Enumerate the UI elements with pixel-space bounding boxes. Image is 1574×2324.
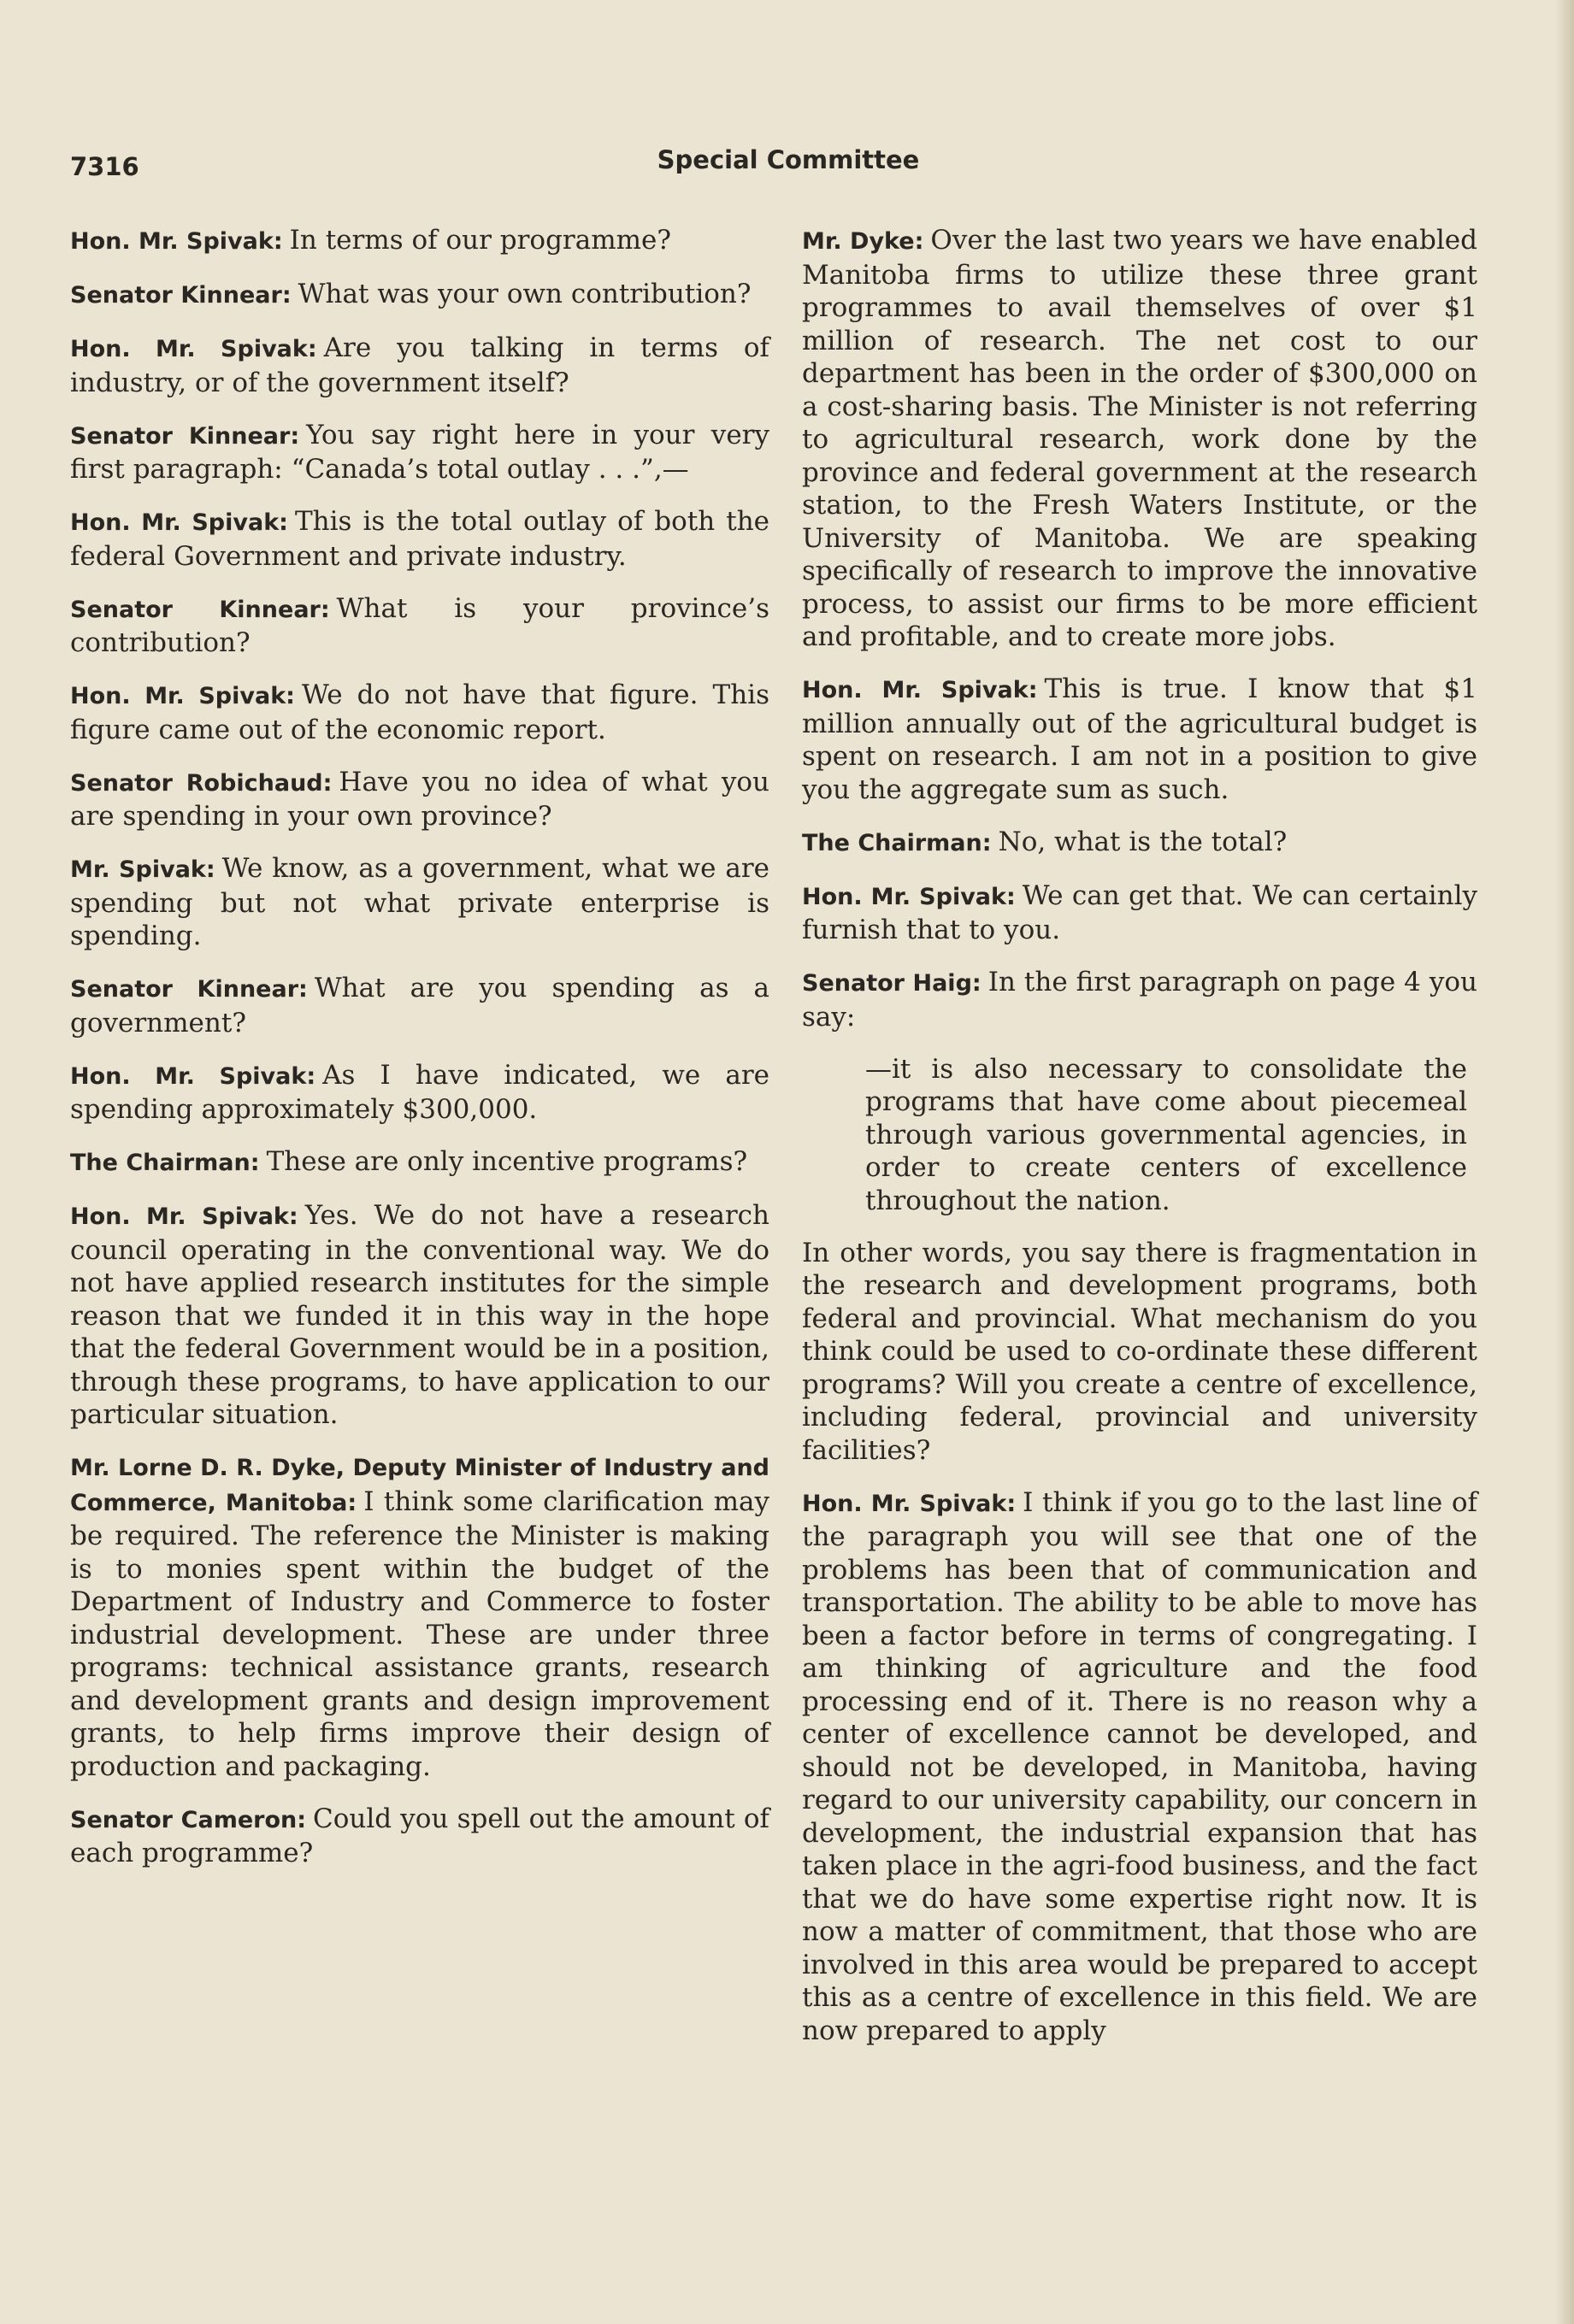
speech-paragraph (70, 224, 769, 259)
speech-paragraph (70, 419, 769, 486)
speaker-name: Senator Kinnear: (70, 282, 292, 309)
speech-text: In other words, you say there is fragmentation in the research and development programs, both federal and provincial. What mechanism do you think could be used to co-ordinate these different programs? Will you create a centre of excellence, including federal, provincial and university facilities? (802, 1237, 1477, 1466)
speech-paragraph (70, 1803, 769, 1870)
speaker-name: Senator Kinnear: (70, 422, 300, 450)
speaker-name: Senator Haig: (802, 970, 982, 997)
speech-text: We can get that. We can certainly furnish that to you. (802, 880, 1477, 945)
speech-text: I think some clarification may be required. The reference the Minister is making is to monies spent within the budget of the Department of Industry and Commerce to foster industrial development. These are under three programs: technical assistance grants, research and development grants and design improvement grants, to help firms improve their design of production and packaging. (70, 1486, 769, 1782)
speech-text: In terms of our programme? (289, 225, 671, 256)
speech-text: In the first paragraph on page 4 you say: (802, 967, 1477, 1033)
running-title: Special Committee (657, 145, 920, 174)
block-quote (802, 1053, 1477, 1218)
speech-text: We know, as a government, what we are spending but not what private enterprise is spending. (70, 853, 769, 951)
speech-paragraph (70, 1199, 769, 1432)
speaker-name: The Chairman: (802, 829, 992, 856)
page-number: 7316 (70, 152, 139, 181)
speaker-name: Senator Robichaud: (70, 769, 333, 797)
speaker-name: Hon. Mr. Spivak: (802, 1490, 1017, 1517)
speech-paragraph (802, 826, 1477, 861)
speech-paragraph (802, 966, 1477, 1033)
speech-paragraph (70, 852, 769, 953)
speech-text: This is true. I know that $1 million annually out of the agricultural budget is spent on research. I am not in a position to give you the aggregate sum as such. (802, 674, 1477, 805)
speech-text: Could you spell out the amount of each programme? (70, 1803, 769, 1868)
speech-paragraph (70, 1450, 769, 1783)
speech-paragraph (802, 673, 1477, 806)
speech-paragraph (70, 679, 769, 746)
speech-paragraph (802, 224, 1477, 654)
speaker-name: Hon. Mr. Spivak: (70, 1062, 316, 1090)
speech-text: What is your province’s contribution? (70, 592, 769, 658)
speaker-name: Hon. Mr. Spivak: (70, 228, 283, 255)
right-column (802, 224, 1477, 2067)
speech-paragraph (802, 880, 1477, 947)
speech-text: Are you talking in terms of industry, or of the government itself? (70, 332, 769, 398)
speech-paragraph (802, 1486, 1477, 2048)
speech-paragraph (70, 332, 769, 399)
speech-paragraph (70, 278, 769, 313)
speech-text: You say right here in your very first paragraph: “Canada’s total outlay . . .”,— (70, 419, 769, 485)
speech-text: What are you spending as a government? (70, 973, 769, 1038)
speaker-name: Mr. Spivak: (70, 856, 215, 883)
speaker-name: The Chairman: (70, 1150, 260, 1176)
speech-text: Yes. We do not have a research council operating in the conventional way. We do not have applied research institutes for the simple reason that we funded it in this way in the hope that the federal Government would be in a position, through these programs, to have application to our particular situation. (70, 1200, 769, 1430)
speech-paragraph (70, 766, 769, 833)
speaker-name: Mr. Dyke: (802, 228, 924, 255)
speech-text: I think if you go to the last line of the paragraph you will see that one of the problems has been that of communication and transportation. The ability to be able to move has been a factor before in terms of congregating. I am thinking of agriculture and the food processing end of it. There is no reason why a center of excellence cannot be developed, and should not be developed, in Manitoba, having regard to our university capability, our concern in development, the industrial expansion that has taken place in the agri-food business, and the fact that we do have some expertise right now. It is now a matter of commitment, that those who are involved in this area would be prepared to accept this as a centre of excellence in this field. We are now prepared to apply (802, 1486, 1477, 2046)
speaker-name: Hon. Mr. Spivak: (802, 883, 1016, 910)
speech-text: What was your own contribution? (298, 279, 752, 309)
speaker-name: Hon. Mr. Spivak: (70, 509, 288, 536)
speech-paragraph (802, 1237, 1477, 1468)
speech-text: Have you no idea of what you are spending in your own province? (70, 766, 769, 832)
speaker-name: Hon. Mr. Spivak: (802, 677, 1038, 703)
page-header (70, 145, 1506, 195)
speaker-name: Senator Kinnear: (70, 596, 330, 623)
speech-paragraph (70, 972, 769, 1039)
speaker-name: Hon. Mr. Spivak: (70, 683, 295, 709)
speech-paragraph (70, 505, 769, 573)
speaker-name: Hon. Mr. Spivak: (70, 336, 317, 362)
speech-text: —it is also necessary to consolidate the programs that have come about piecemeal through various governmental agencies, in order to create centers of excellence throughout the nation. (865, 1053, 1467, 1216)
speaker-name: Mr. Lorne D. R. Dyke, Deputy Minister of Industry and Commerce, Manitoba: (70, 1455, 769, 1516)
speaker-name: Hon. Mr. Spivak: (70, 1203, 298, 1230)
page-edge-shadow (1555, 0, 1574, 2324)
speaker-name: Senator Kinnear: (70, 976, 308, 1003)
speech-paragraph (70, 1059, 769, 1127)
speech-text: Over the last two years we have enabled Manitoba firms to utilize these three grant programmes to avail themselves of over $1 million of research. The net cost to our department has been in the order of $300,000 on a cost-sharing basis. The Minister is not referring to agricultural research, work done by the province and federal government at the research station, to the Fresh Waters Institute, or the University of Manitoba. We are speaking specifically of research to improve the innovative process, to assist our firms to be more efficient and profitable, and to create more jobs. (802, 225, 1478, 652)
speech-text: As I have indicated, we are spending approximately $300,000. (70, 1059, 769, 1125)
left-column (70, 224, 769, 1889)
speech-text: These are only incentive programs? (266, 1146, 748, 1177)
speaker-name: Senator Cameron: (70, 1806, 307, 1833)
speech-paragraph (70, 1145, 769, 1180)
speech-text: No, what is the total? (998, 826, 1288, 857)
speech-text: We do not have that figure. This figure came out of the economic report. (70, 680, 769, 745)
speech-text: This is the total outlay of both the federal Government and private industry. (70, 506, 770, 572)
speech-paragraph (70, 592, 769, 660)
